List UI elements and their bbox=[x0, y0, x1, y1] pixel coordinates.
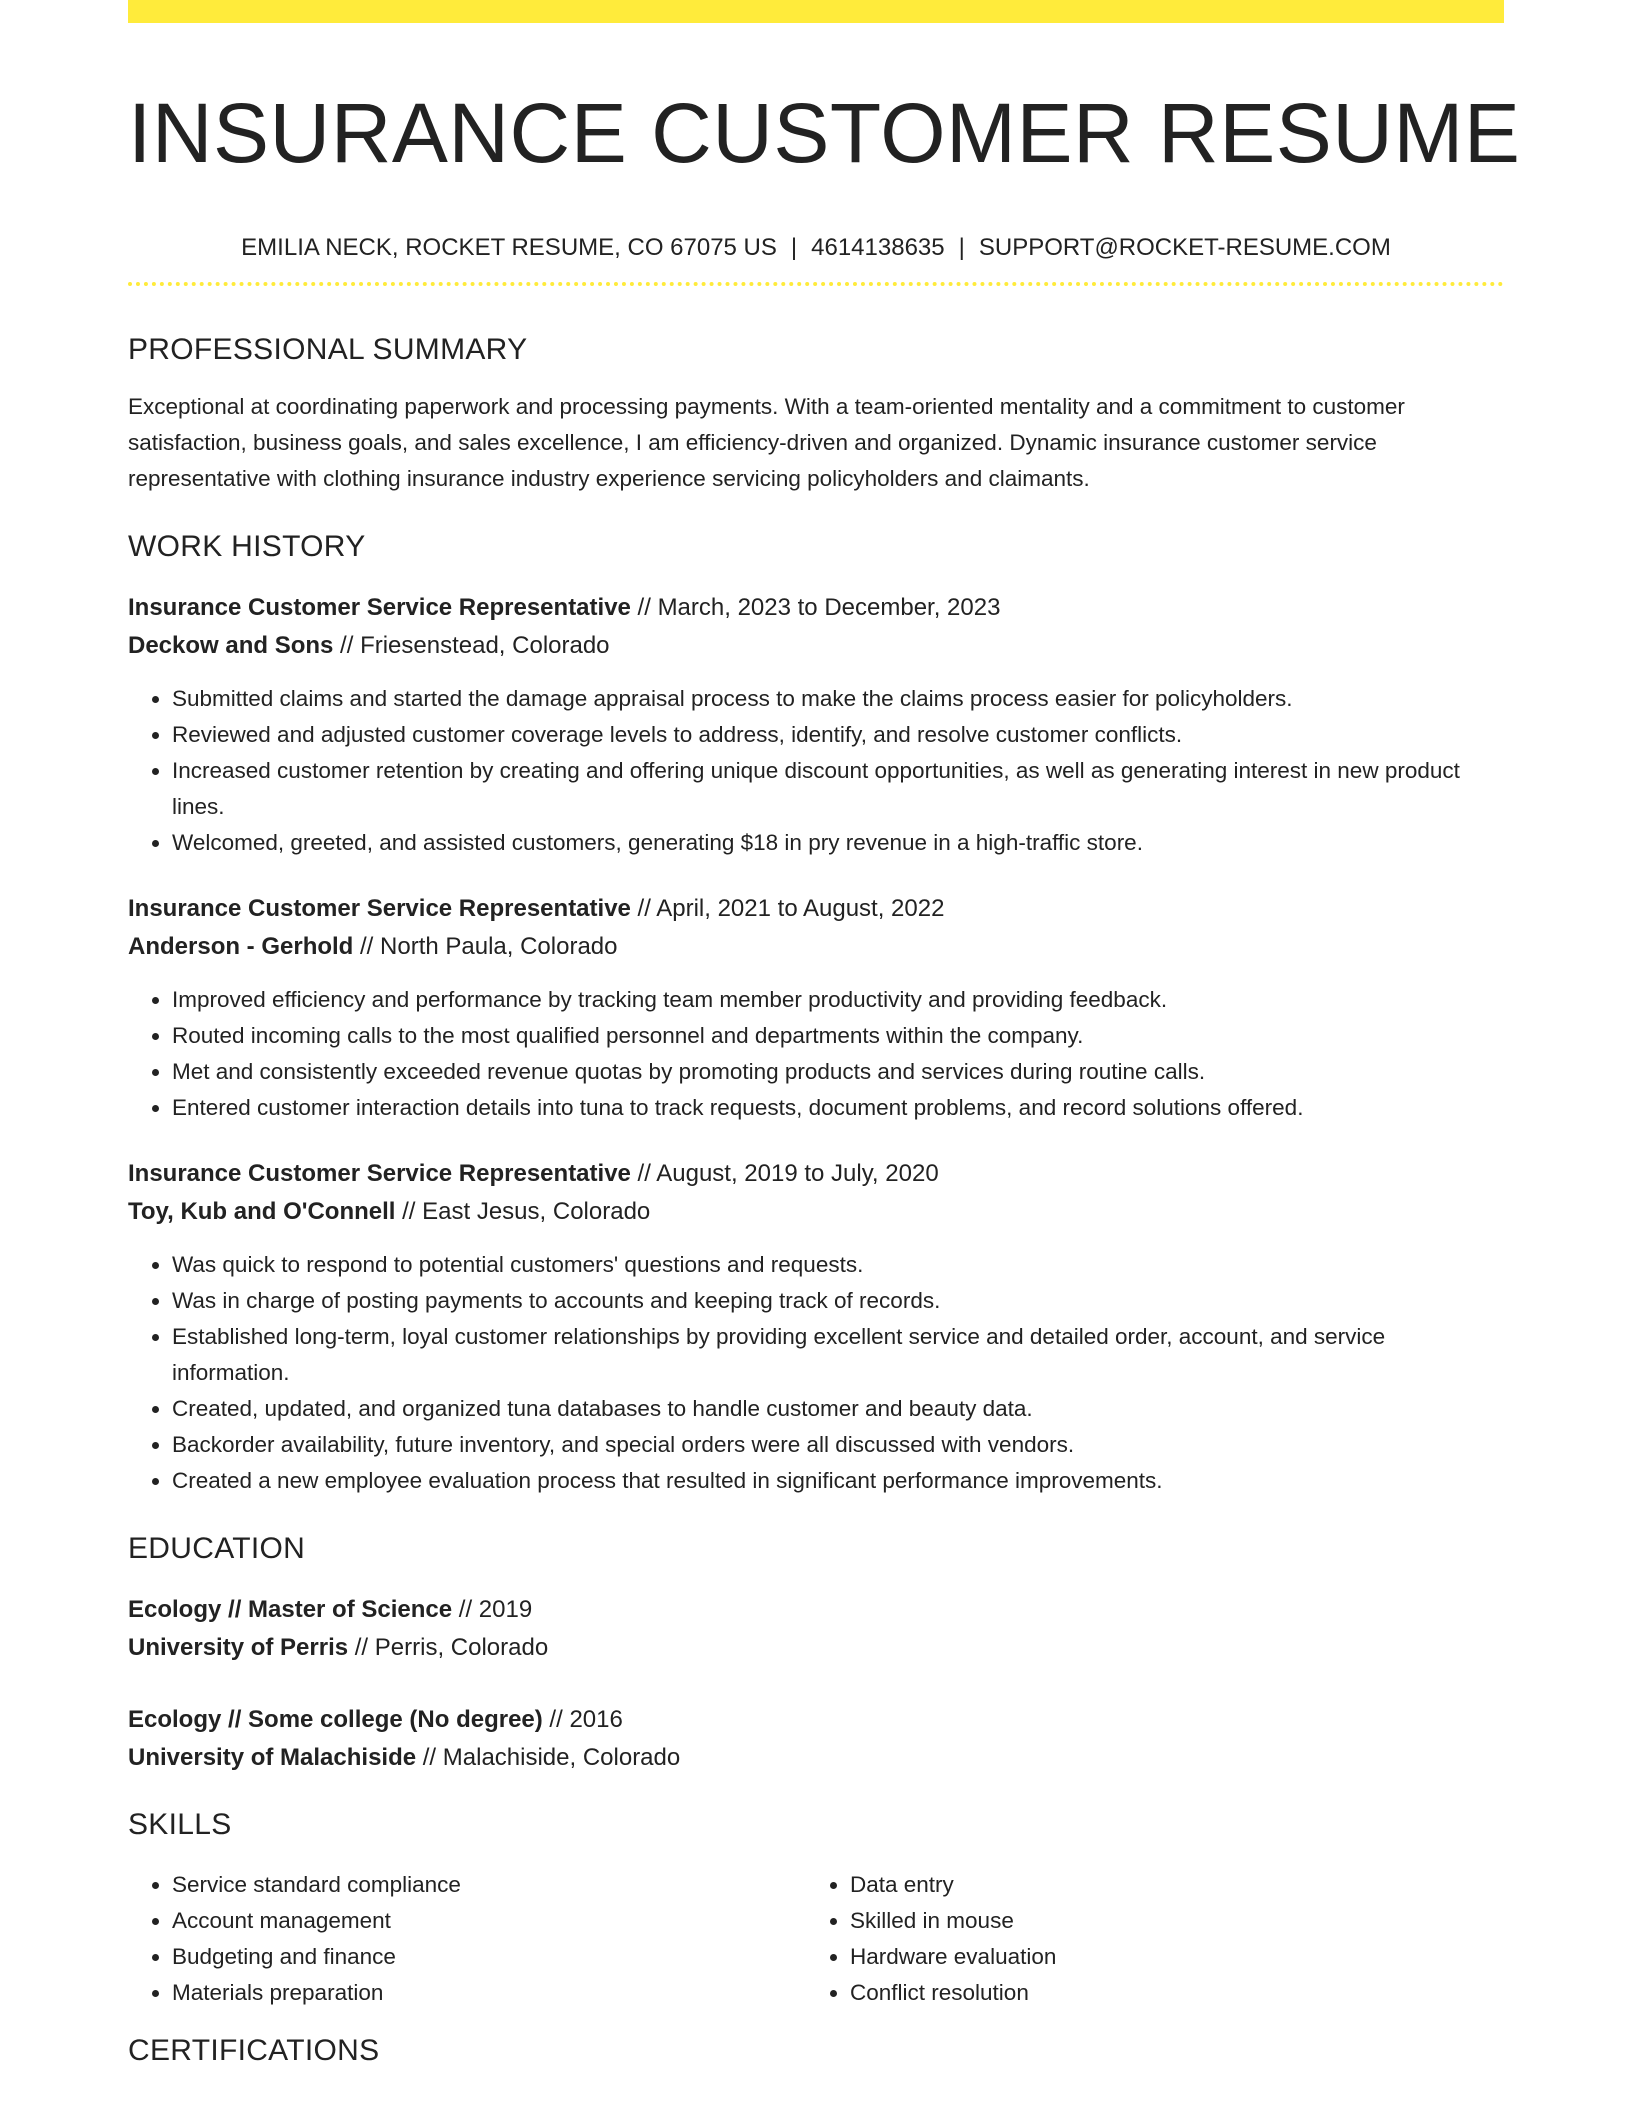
job-location: // Friesenstead, Colorado bbox=[333, 631, 610, 659]
job-bullet: • Created, updated, and organized tuna databases to handle customer and beauty data. bbox=[172, 1391, 1504, 1427]
skills-heading: SKILLS bbox=[128, 1807, 232, 1841]
education-entry bbox=[128, 1591, 1504, 1667]
job-bullet: • Routed incoming calls to the most qualified personnel and departments within the company. bbox=[172, 1018, 1504, 1054]
skill-item: • Skilled in mouse bbox=[850, 1903, 1450, 1939]
education-degree: Ecology // Master of Science bbox=[128, 1595, 453, 1623]
education-school-line bbox=[128, 1739, 1504, 1777]
job-location: // East Jesus, Colorado bbox=[395, 1197, 651, 1225]
job-location: // North Paula, Colorado bbox=[353, 932, 618, 960]
accent-top-bar bbox=[128, 0, 1504, 23]
job-dates: // March, 2023 to December, 2023 bbox=[630, 593, 1001, 621]
job-bullet: • Welcomed, greeted, and assisted customers, generating $18 in pry revenue in a high-traffic store. bbox=[172, 825, 1504, 861]
job-bullets bbox=[128, 1247, 1504, 1499]
job-bullet: • Created a new employee evaluation process that resulted in significant performance improvements. bbox=[172, 1463, 1504, 1499]
education-year: // 2019 bbox=[452, 1595, 533, 1623]
dotted-divider bbox=[128, 282, 1504, 286]
work-history-heading: WORK HISTORY bbox=[128, 529, 366, 563]
contact-separator: | bbox=[790, 233, 798, 261]
contact-phone: 4614138635 bbox=[811, 233, 945, 261]
skill-item: • Budgeting and finance bbox=[172, 1939, 806, 1975]
summary-text: Exceptional at coordinating paperwork and processing payments. With a team-oriented mentality and a commitment to customer satisfaction, business goals, and sales excellence, I am efficiency-driven and organized. Dynamic insurance customer service representative with clothing insurance industry experience servicing policyholders and claimants. bbox=[128, 393, 1405, 491]
job-bullet: • Backorder availability, future inventory, and special orders were all discussed with vendors. bbox=[172, 1427, 1504, 1463]
skill-item: • Conflict resolution bbox=[850, 1975, 1450, 2011]
job-company-line bbox=[128, 1193, 1504, 1231]
job-title: Insurance Customer Service Representative bbox=[128, 894, 631, 922]
job-dates: // August, 2019 to July, 2020 bbox=[630, 1159, 939, 1187]
contact-separator: | bbox=[958, 233, 965, 261]
job-bullets bbox=[128, 982, 1504, 1126]
skill-item: • Data entry bbox=[850, 1867, 1450, 1903]
education-year: // 2016 bbox=[542, 1705, 623, 1733]
job-company: Anderson - Gerhold bbox=[128, 932, 354, 960]
education-school: University of Perris bbox=[128, 1633, 349, 1661]
job-title: Insurance Customer Service Representative bbox=[128, 1159, 631, 1187]
skill-item: • Service standard compliance bbox=[172, 1867, 806, 1903]
job-title-line bbox=[128, 1155, 1504, 1193]
resume-title: INSURANCE CUSTOMER RESUME bbox=[128, 86, 1521, 180]
job-bullet: • Established long-term, loyal customer relationships by providing excellent service and detailed order, account, and service information. bbox=[172, 1319, 1504, 1391]
job-bullet: • Was in charge of posting payments to accounts and keeping track of records. bbox=[172, 1283, 1504, 1319]
job-dates: // April, 2021 to August, 2022 bbox=[630, 894, 945, 922]
job-company-line bbox=[128, 627, 1504, 665]
skill-item: • Materials preparation bbox=[172, 1975, 806, 2011]
job-title-line bbox=[128, 890, 1504, 928]
job-company: Deckow and Sons bbox=[128, 631, 334, 659]
skill-item: • Hardware evaluation bbox=[850, 1939, 1450, 1975]
job-bullet: • Reviewed and adjusted customer coverage levels to address, identify, and resolve customer conflicts. bbox=[172, 717, 1504, 753]
education-school: University of Malachiside bbox=[128, 1743, 417, 1771]
contact-address: EMILIA NECK, ROCKET RESUME, CO 67075 US bbox=[241, 233, 777, 261]
skills-grid bbox=[128, 1867, 1504, 2011]
resume-page bbox=[128, 0, 1521, 2071]
job-entry bbox=[128, 589, 1504, 861]
education-school-line bbox=[128, 1629, 1504, 1667]
certifications-heading: CERTIFICATIONS bbox=[128, 2033, 380, 2067]
education-location: // Perris, Colorado bbox=[348, 1633, 549, 1661]
job-bullet: • Met and consistently exceeded revenue quotas by promoting products and services during routine calls. bbox=[172, 1054, 1504, 1090]
contact-line bbox=[128, 232, 1504, 264]
job-entry bbox=[128, 1155, 1504, 1499]
job-bullet: • Increased customer retention by creating and offering unique discount opportunities, as well as generating interest in new product lines. bbox=[172, 753, 1504, 825]
job-bullet: • Improved efficiency and performance by tracking team member productivity and providing feedback. bbox=[172, 982, 1504, 1018]
education-location: // Malachiside, Colorado bbox=[416, 1743, 681, 1771]
job-bullet: • Entered customer interaction details into tuna to track requests, document problems, and record solutions offered. bbox=[172, 1090, 1504, 1126]
education-heading: EDUCATION bbox=[128, 1531, 306, 1565]
job-company: Toy, Kub and O'Connell bbox=[128, 1197, 396, 1225]
education-degree-line bbox=[128, 1701, 1504, 1739]
job-title: Insurance Customer Service Representative bbox=[128, 593, 631, 621]
job-bullet: • Submitted claims and started the damage appraisal process to make the claims process easier for policyholders. bbox=[172, 681, 1504, 717]
education-degree-line bbox=[128, 1591, 1504, 1629]
job-title-line bbox=[128, 589, 1504, 627]
education-entry bbox=[128, 1701, 1504, 1777]
skill-item: • Account management bbox=[172, 1903, 806, 1939]
skills-list-right bbox=[806, 1867, 1450, 2011]
job-company-line bbox=[128, 928, 1504, 966]
education-degree: Ecology // Some college (No degree) bbox=[128, 1705, 543, 1733]
skills-list-left bbox=[128, 1867, 806, 2011]
job-bullets bbox=[128, 681, 1504, 861]
summary-heading: PROFESSIONAL SUMMARY bbox=[128, 332, 528, 366]
job-bullet: • Was quick to respond to potential customers' questions and requests. bbox=[172, 1247, 1504, 1283]
job-entry bbox=[128, 890, 1504, 1126]
contact-email: SUPPORT@ROCKET-RESUME.COM bbox=[978, 233, 1391, 261]
